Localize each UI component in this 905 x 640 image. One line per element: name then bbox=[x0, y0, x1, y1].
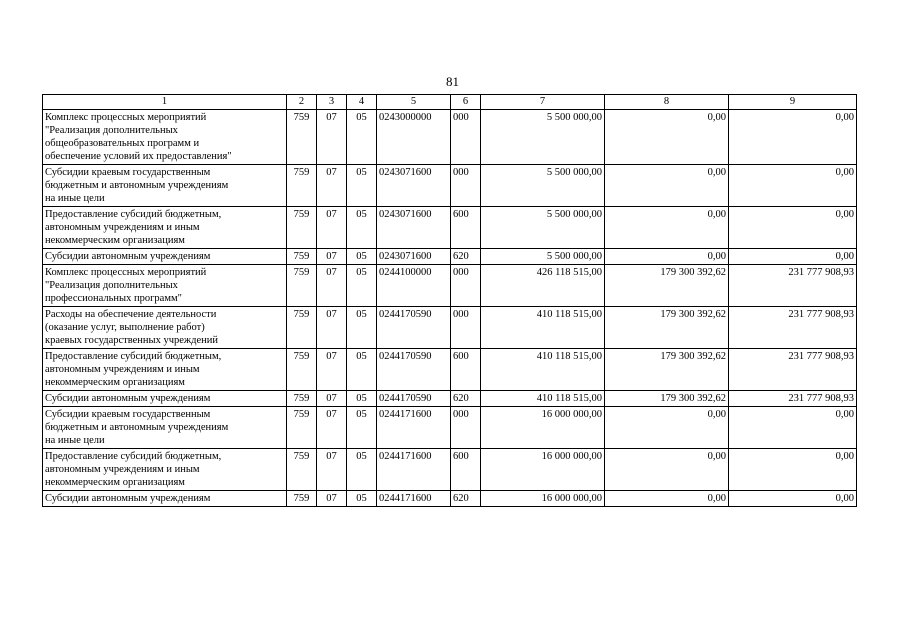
cell-col-6: 600 bbox=[451, 207, 481, 249]
row-name bbox=[43, 110, 287, 165]
row-name bbox=[43, 349, 287, 391]
cell-col-6: 620 bbox=[451, 491, 481, 507]
cell-col-6: 600 bbox=[451, 349, 481, 391]
cell-col-4: 05 bbox=[347, 407, 377, 449]
row-name-line: бюджетным и автономным учреждениям bbox=[45, 180, 229, 191]
amount-col-7: 5 500 000,00 bbox=[481, 207, 605, 249]
cell-col-2: 759 bbox=[287, 307, 317, 349]
header-col-3: 3 bbox=[317, 95, 347, 110]
cell-col-2: 759 bbox=[287, 249, 317, 265]
cell-col-4: 05 bbox=[347, 349, 377, 391]
header-row bbox=[43, 95, 857, 110]
cell-col-2: 759 bbox=[287, 449, 317, 491]
row-name-line: Предоставление субсидий бюджетным, bbox=[45, 451, 222, 462]
cell-col-5: 0244171600 bbox=[377, 449, 451, 491]
row-name bbox=[43, 449, 287, 491]
row-name-line: Предоставление субсидий бюджетным, bbox=[45, 351, 222, 362]
cell-col-2: 759 bbox=[287, 349, 317, 391]
cell-col-3: 07 bbox=[317, 491, 347, 507]
cell-col-2: 759 bbox=[287, 407, 317, 449]
cell-col-5: 0244171600 bbox=[377, 407, 451, 449]
amount-col-7: 5 500 000,00 bbox=[481, 110, 605, 165]
header-col-8: 8 bbox=[605, 95, 729, 110]
row-name-line: автономным учреждениям и иным bbox=[45, 222, 200, 233]
cell-col-3: 07 bbox=[317, 110, 347, 165]
cell-col-4: 05 bbox=[347, 110, 377, 165]
cell-col-4: 05 bbox=[347, 491, 377, 507]
amount-col-7: 16 000 000,00 bbox=[481, 449, 605, 491]
table-row bbox=[43, 391, 857, 407]
amount-col-7: 16 000 000,00 bbox=[481, 407, 605, 449]
row-name-line: краевых государственных учреждений bbox=[45, 335, 219, 346]
header-col-1: 1 bbox=[43, 95, 287, 110]
cell-col-5: 0243071600 bbox=[377, 207, 451, 249]
row-name bbox=[43, 391, 287, 407]
cell-col-4: 05 bbox=[347, 391, 377, 407]
row-name-line: бюджетным и автономным учреждениям bbox=[45, 422, 229, 433]
cell-col-5: 0244170590 bbox=[377, 349, 451, 391]
cell-col-3: 07 bbox=[317, 449, 347, 491]
amount-col-9: 0,00 bbox=[729, 491, 857, 507]
row-name-line: профессиональных программ" bbox=[45, 293, 182, 304]
row-name bbox=[43, 265, 287, 307]
cell-col-2: 759 bbox=[287, 207, 317, 249]
amount-col-8: 179 300 392,62 bbox=[605, 349, 729, 391]
cell-col-4: 05 bbox=[347, 165, 377, 207]
amount-col-8: 179 300 392,62 bbox=[605, 265, 729, 307]
table-row bbox=[43, 307, 857, 349]
header-col-6: 6 bbox=[451, 95, 481, 110]
amount-col-9: 0,00 bbox=[729, 407, 857, 449]
row-name-line: автономным учреждениям и иным bbox=[45, 364, 200, 375]
table-row bbox=[43, 407, 857, 449]
row-name-line: Комплекс процессных мероприятий bbox=[45, 267, 207, 278]
cell-col-2: 759 bbox=[287, 165, 317, 207]
amount-col-7: 410 118 515,00 bbox=[481, 391, 605, 407]
cell-col-3: 07 bbox=[317, 165, 347, 207]
cell-col-2: 759 bbox=[287, 265, 317, 307]
cell-col-3: 07 bbox=[317, 207, 347, 249]
row-name-line: автономным учреждениям и иным bbox=[45, 464, 200, 475]
cell-col-6: 620 bbox=[451, 391, 481, 407]
row-name-line: Субсидии краевым государственным bbox=[45, 167, 211, 178]
header-col-9: 9 bbox=[729, 95, 857, 110]
cell-col-2: 759 bbox=[287, 391, 317, 407]
amount-col-7: 410 118 515,00 bbox=[481, 307, 605, 349]
table-row bbox=[43, 165, 857, 207]
amount-col-8: 0,00 bbox=[605, 165, 729, 207]
table-row bbox=[43, 349, 857, 391]
cell-col-4: 05 bbox=[347, 249, 377, 265]
cell-col-3: 07 bbox=[317, 307, 347, 349]
cell-col-5: 0244170590 bbox=[377, 391, 451, 407]
cell-col-3: 07 bbox=[317, 349, 347, 391]
amount-col-9: 0,00 bbox=[729, 165, 857, 207]
cell-col-3: 07 bbox=[317, 391, 347, 407]
amount-col-7: 410 118 515,00 bbox=[481, 349, 605, 391]
page-number: 81 bbox=[446, 74, 459, 89]
cell-col-6: 000 bbox=[451, 265, 481, 307]
header-col-2: 2 bbox=[287, 95, 317, 110]
row-name-line: некоммерческим организациям bbox=[45, 377, 185, 388]
amount-col-7: 16 000 000,00 bbox=[481, 491, 605, 507]
table-row bbox=[43, 249, 857, 265]
cell-col-6: 000 bbox=[451, 307, 481, 349]
amount-col-8: 0,00 bbox=[605, 110, 729, 165]
table-body bbox=[43, 110, 857, 507]
amount-col-9: 231 777 908,93 bbox=[729, 349, 857, 391]
row-name-line: на иные цели bbox=[45, 435, 105, 446]
cell-col-4: 05 bbox=[347, 207, 377, 249]
table-row bbox=[43, 110, 857, 165]
amount-col-8: 0,00 bbox=[605, 491, 729, 507]
amount-col-7: 5 500 000,00 bbox=[481, 249, 605, 265]
cell-col-4: 05 bbox=[347, 265, 377, 307]
row-name bbox=[43, 407, 287, 449]
row-name-line: Субсидии автономным учреждениям bbox=[45, 493, 211, 504]
amount-col-9: 0,00 bbox=[729, 449, 857, 491]
amount-col-9: 231 777 908,93 bbox=[729, 265, 857, 307]
row-name-line: некоммерческим организациям bbox=[45, 477, 185, 488]
header-col-7: 7 bbox=[481, 95, 605, 110]
amount-col-9: 231 777 908,93 bbox=[729, 307, 857, 349]
amount-col-8: 179 300 392,62 bbox=[605, 307, 729, 349]
row-name-line: некоммерческим организациям bbox=[45, 235, 185, 246]
row-name-line: Субсидии автономным учреждениям bbox=[45, 393, 211, 404]
table-row bbox=[43, 449, 857, 491]
cell-col-5: 0243000000 bbox=[377, 110, 451, 165]
cell-col-3: 07 bbox=[317, 249, 347, 265]
cell-col-5: 0243071600 bbox=[377, 165, 451, 207]
amount-col-7: 5 500 000,00 bbox=[481, 165, 605, 207]
row-name-line: Комплекс процессных мероприятий bbox=[45, 112, 207, 123]
cell-col-6: 620 bbox=[451, 249, 481, 265]
amount-col-9: 0,00 bbox=[729, 207, 857, 249]
cell-col-6: 000 bbox=[451, 110, 481, 165]
amount-col-9: 0,00 bbox=[729, 249, 857, 265]
cell-col-6: 600 bbox=[451, 449, 481, 491]
cell-col-4: 05 bbox=[347, 449, 377, 491]
row-name bbox=[43, 491, 287, 507]
cell-col-3: 07 bbox=[317, 265, 347, 307]
amount-col-7: 426 118 515,00 bbox=[481, 265, 605, 307]
row-name-line: Расходы на обеспечение деятельности bbox=[45, 309, 217, 320]
row-name-line: "Реализация дополнительных bbox=[45, 280, 178, 291]
cell-col-2: 759 bbox=[287, 491, 317, 507]
amount-col-9: 0,00 bbox=[729, 110, 857, 165]
cell-col-4: 05 bbox=[347, 307, 377, 349]
row-name-line: Субсидии краевым государственным bbox=[45, 409, 211, 420]
row-name-line: Предоставление субсидий бюджетным, bbox=[45, 209, 222, 220]
amount-col-8: 179 300 392,62 bbox=[605, 391, 729, 407]
table-row bbox=[43, 207, 857, 249]
row-name-line: обеспечение условий их предоставления" bbox=[45, 151, 232, 162]
amount-col-8: 0,00 bbox=[605, 249, 729, 265]
row-name bbox=[43, 307, 287, 349]
cell-col-5: 0244100000 bbox=[377, 265, 451, 307]
table-row bbox=[43, 265, 857, 307]
amount-col-9: 231 777 908,93 bbox=[729, 391, 857, 407]
budget-table bbox=[42, 94, 857, 507]
cell-col-5: 0244171600 bbox=[377, 491, 451, 507]
cell-col-6: 000 bbox=[451, 165, 481, 207]
row-name-line: Субсидии автономным учреждениям bbox=[45, 251, 211, 262]
row-name-line: на иные цели bbox=[45, 193, 105, 204]
cell-col-5: 0244170590 bbox=[377, 307, 451, 349]
cell-col-2: 759 bbox=[287, 110, 317, 165]
cell-col-3: 07 bbox=[317, 407, 347, 449]
row-name bbox=[43, 207, 287, 249]
row-name-line: общеобразовательных программ и bbox=[45, 138, 200, 149]
header-col-5: 5 bbox=[377, 95, 451, 110]
cell-col-6: 000 bbox=[451, 407, 481, 449]
row-name-line: "Реализация дополнительных bbox=[45, 125, 178, 136]
amount-col-8: 0,00 bbox=[605, 207, 729, 249]
table-row bbox=[43, 491, 857, 507]
cell-col-5: 0243071600 bbox=[377, 249, 451, 265]
row-name bbox=[43, 165, 287, 207]
row-name bbox=[43, 249, 287, 265]
amount-col-8: 0,00 bbox=[605, 449, 729, 491]
row-name-line: (оказание услуг, выполнение работ) bbox=[45, 322, 205, 333]
header-col-4: 4 bbox=[347, 95, 377, 110]
amount-col-8: 0,00 bbox=[605, 407, 729, 449]
